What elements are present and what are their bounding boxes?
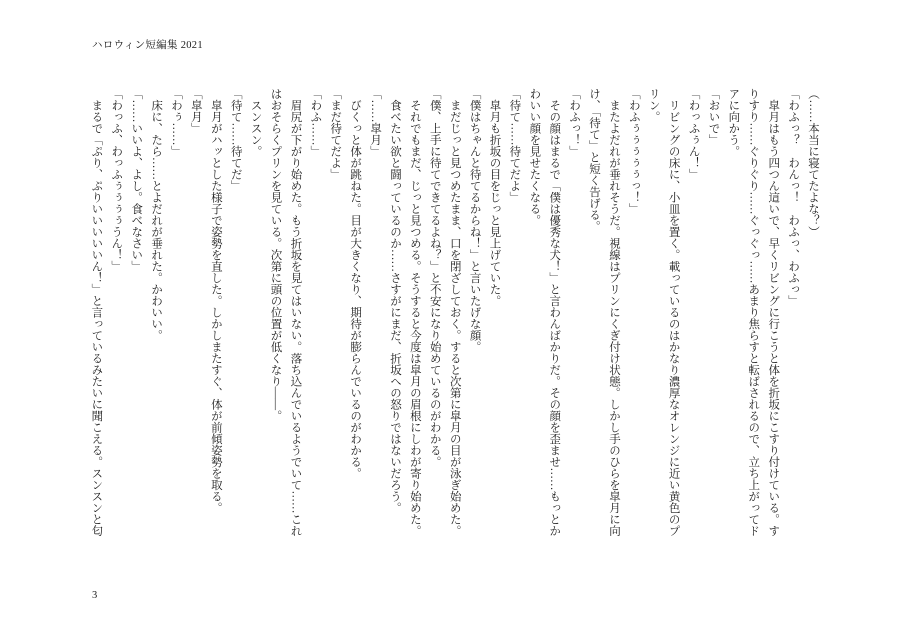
text-line: 床に、たら……とよだれが垂れた。かわいい。 <box>150 88 163 341</box>
text-line: け、「待て」と短く告げる。 <box>588 88 601 232</box>
text-line: わいい顔を見せたくなる。 <box>528 88 541 226</box>
text-line: 「わふっ！」 <box>568 88 581 157</box>
text-line: リン。 <box>647 88 660 123</box>
text-line: 「わふっ？ わんっ！ わふっ、わふっ」 <box>787 88 800 307</box>
text-line: またよだれが垂れそうだ。視線はプリンにくぎ付け状態。しかし手のひらを皐月に向 <box>607 88 620 537</box>
text-line: 眉尻が下がり始めた。もう折坂を見てはいない。落ち込んでいるようでいて……これ <box>289 88 302 537</box>
text-line: りすり……ぐりぐり……ぐっぐっ……あまり焦らすと転ばされるので、立ち上がってド <box>747 88 760 537</box>
text-line: 「まだ待てだよ」 <box>329 88 342 180</box>
text-line: 「皐月」 <box>189 88 202 134</box>
text-line: 「……皐月」 <box>369 88 382 157</box>
text-line: 「わふぅぅぅぅぅっ！」 <box>627 88 640 215</box>
text-line: 「わっふ、わっふぅぅぅぅうん！」 <box>110 88 123 272</box>
text-line: スンスン。 <box>249 88 262 157</box>
text-line: 「待て……待てだよ」 <box>508 88 521 203</box>
text-line: 「わぅ……」 <box>170 88 182 157</box>
text-line: 皐月も折坂の目をじっと見上げていた。 <box>488 88 501 307</box>
text-line: まだじっと見つめたまま、口を閉ざしておく。すると次第に皐月の目が泳ぎ始めた。 <box>448 88 461 537</box>
running-header: ハロウィン短編集 2021 <box>92 40 203 51</box>
text-line: その顔はまるで「僕は優秀な犬！」と言わんばかりだ。その顔を歪ませ……もっとか <box>548 88 561 537</box>
text-line: リビングの床に、小皿を置く。載っているのはかなり濃厚なオレンジに近い黄色のプ <box>667 88 680 537</box>
text-line: それでもまだ、じっと見つめる。そうすると今度は皐月の眉根にしわが寄り始めた。 <box>408 88 421 537</box>
text-line: アに向かう。 <box>727 88 740 157</box>
text-line: 「僕、上手に待てできてるよね？」と不安になり始めているのがわかる。 <box>428 88 441 468</box>
vertical-text-body <box>85 88 822 550</box>
text-line: 皐月がハッとした様子で姿勢を直した。しかしまたすぐ、体が前傾姿勢を取る。 <box>209 88 222 514</box>
text-line: 「待て……待てだ」 <box>229 88 242 192</box>
page-number: 3 <box>92 590 98 601</box>
text-line: （……本当に寝てたよな？） <box>807 88 819 238</box>
text-line: びくっと体が跳ねた。目が大きくなり、期待が膨らんでいるのがわかる。 <box>349 88 362 479</box>
text-line: 「おいで」 <box>707 88 720 146</box>
text-line: はおそらくプリンを見ている。次第に頭の位置が低くなり――。 <box>269 88 282 422</box>
text-line: 「わっふぅん！」 <box>687 88 700 180</box>
text-line: 食べたい欲と闘っているのか……さすがにまだ、折坂への怒りではないだろう。 <box>388 88 401 514</box>
text-line: 「わふ……」 <box>309 88 322 157</box>
text-line: まるで「ぷり、ぷりいいいいいん！」と言っているみたいに聞こえる。スンスンと匂 <box>90 88 103 537</box>
text-line: 「……いいよ、よし。食べなさい」 <box>130 88 143 272</box>
text-line: 皐月はもう四つん這いで、早くリビングに行こうと体を折坂にこすり付けている。す <box>767 88 780 537</box>
text-line: 「僕はちゃんと待てるからね！」と言いたげな顔。 <box>468 88 481 353</box>
